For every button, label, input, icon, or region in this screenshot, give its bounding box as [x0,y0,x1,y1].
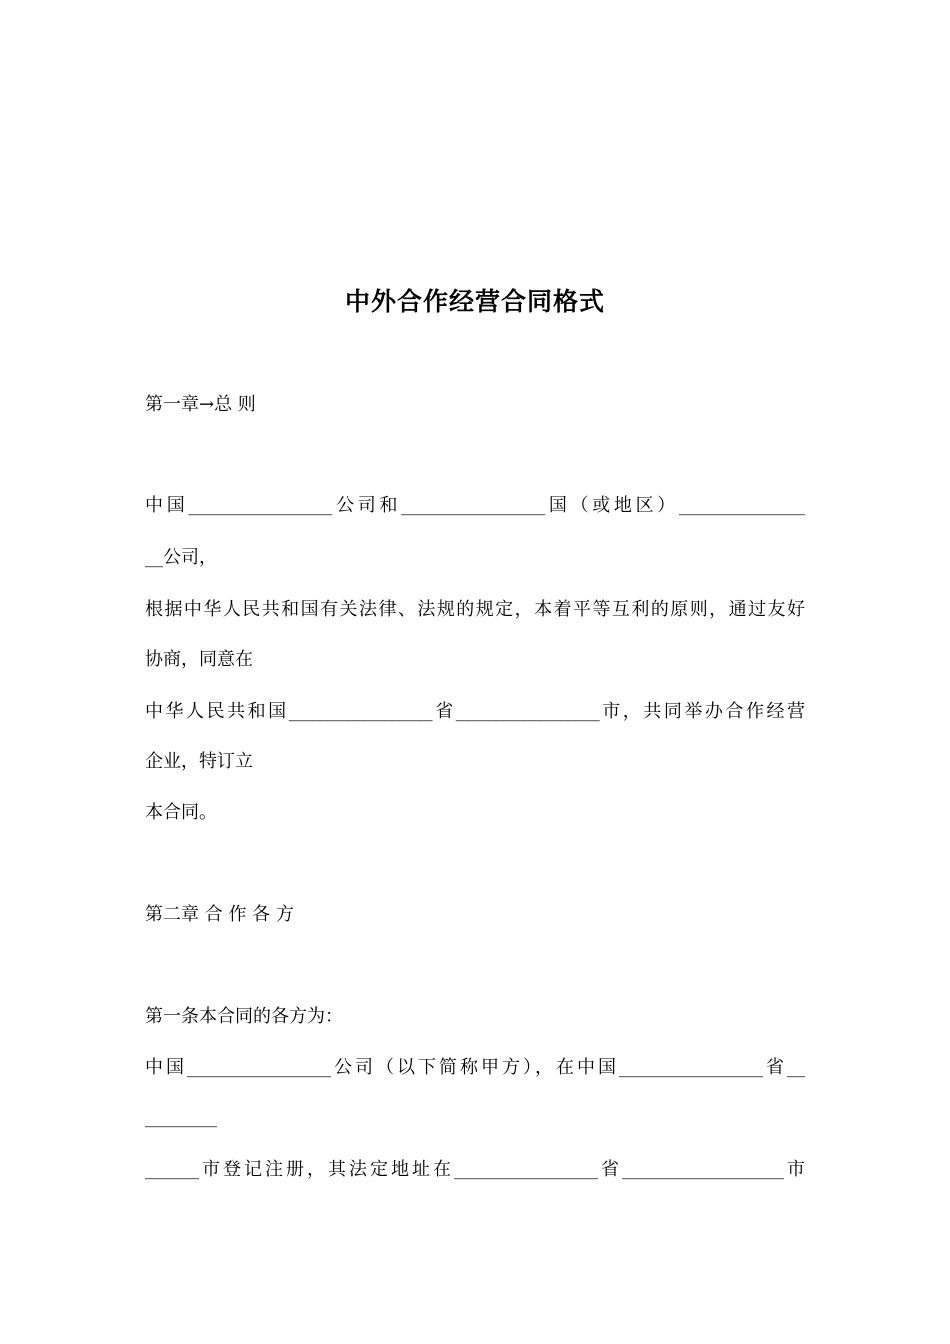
paragraph-line: 企业，特订立 [145,751,253,772]
paragraph-line: 中华人民共和国________________省________________市，共同举办合作经营 [145,701,805,722]
chapter-heading: 第一章→总 则 [145,394,256,415]
paragraph-line: 中国________________公司（以下简称甲方），在中国________________省__ [145,1057,805,1078]
paragraph-line: 根据中华人民共和国有关法律、法规的规定，本着平等互利的原则，通过友好 [145,599,805,620]
article-heading: 第一条本合同的各方为： [145,1006,343,1027]
chapter-heading: 第二章 合 作 各 方 [145,904,294,925]
paragraph-line: 协商，同意在 [145,649,253,670]
paragraph-line: 本合同。 [145,802,217,823]
paragraph-line: __公司， [145,547,217,568]
document-title: 中外合作经营合同格式 [344,287,605,316]
paragraph-line: 中国________________公司和________________国（或地区）______________ [145,495,805,516]
paragraph-line: ______市登记注册，其法定地址在________________省__________________市 [145,1159,805,1180]
paragraph-line: ________ [145,1107,217,1128]
